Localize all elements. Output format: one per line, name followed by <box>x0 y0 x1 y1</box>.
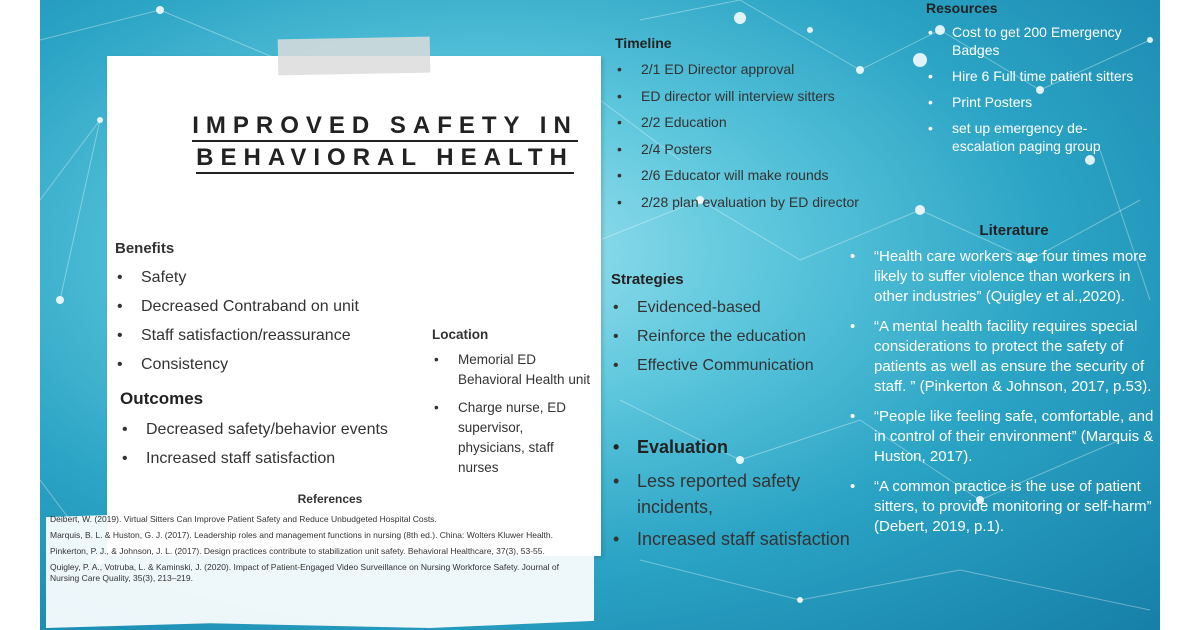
resource-item: • Hire 6 Full time patient sitters <box>926 67 1136 85</box>
title-line-1: IMPROVED SAFETY IN <box>192 112 578 142</box>
strategy-item: • Evidenced-based <box>611 293 861 322</box>
reference-entry: Pinkerton, P. J., & Johnson, J. L. (2017). Design practices contribute to stabilization unit safety. Behavioral Healthcare, 37(3), 53-55. <box>50 546 545 556</box>
resources-section <box>926 0 1136 155</box>
location-section <box>432 327 592 478</box>
literature-quote: • “Health care workers are four times more likely to suffer violence than workers in other industries” (Quigley et al.,2020). <box>848 247 1160 307</box>
timeline-item: • 2/4 Posters <box>615 136 915 163</box>
benefit-item: • Staff satisfaction/reassurance <box>115 321 445 350</box>
reference-entry: Quigley, P. A., Votruba, L. & Kaminski, J. (2020). Impact of Patient-Engaged Video Surveillance on Nursing Workforce Safety. Journal of Nursing Care Quality, 35(3), 213–219. <box>50 562 560 583</box>
slide-background <box>40 0 1160 630</box>
literature-section <box>848 222 1160 537</box>
page-title <box>160 110 610 174</box>
resource-item: • set up emergency de-escalation paging group <box>926 119 1136 155</box>
timeline-item: • 2/6 Educator will make rounds <box>615 162 915 189</box>
location-item: • Charge nurse, ED supervisor, physicians, staff nurses <box>432 398 592 478</box>
outcomes-heading: Outcomes <box>120 389 204 408</box>
outcome-item: • Decreased safety/behavior events <box>120 415 450 444</box>
outcome-item: • Increased staff satisfaction <box>120 444 450 473</box>
references-section <box>50 492 590 589</box>
tape-strip <box>278 37 431 76</box>
timeline-item: • ED director will interview sitters <box>615 83 915 110</box>
reference-entry: Deibert, W. (2019). Virtual Sitters Can Improve Patient Safety and Reduce Unbudgeted Hospital Costs. <box>50 514 437 524</box>
strategy-item: • Reinforce the education <box>611 322 861 351</box>
timeline-section <box>615 35 915 215</box>
literature-quote: • “People like feeling safe, comfortable, and in control of their environment” (Marquis & Huston, 2017). <box>848 407 1160 467</box>
resources-heading: Resources <box>926 0 998 16</box>
resource-item: • Cost to get 200 Emergency Badges <box>926 23 1136 59</box>
timeline-item: • 2/28 plan evaluation by ED director <box>615 189 915 216</box>
benefit-item: • Consistency <box>115 350 445 379</box>
evaluation-item: • Increased staff satisfaction <box>611 526 851 552</box>
benefit-item: • Safety <box>115 263 445 292</box>
strategy-item: • Effective Communication <box>611 351 861 380</box>
strategies-section <box>611 271 861 380</box>
resource-item: • Print Posters <box>926 93 1136 111</box>
strategies-heading: Strategies <box>611 271 684 288</box>
timeline-item: • 2/1 ED Director approval <box>615 56 915 83</box>
location-item: • Memorial ED Behavioral Health unit <box>432 350 592 390</box>
benefit-item: • Decreased Contraband on unit <box>115 292 445 321</box>
literature-quote: • “A common practice is the use of patient sitters, to provide monitoring or self-harm” (Debert, 2019, p.1). <box>848 477 1160 537</box>
literature-heading: Literature <box>979 222 1049 239</box>
timeline-heading: Timeline <box>615 35 672 51</box>
location-heading: Location <box>432 327 489 342</box>
reference-entry: Marquis, B. L. & Huston, G. J. (2017). Leadership roles and management functions in nursing (8th ed.). China: Wolters Kluwer Health. <box>50 530 554 540</box>
title-line-2: BEHAVIORAL HEALTH <box>196 144 574 174</box>
timeline-item: • 2/2 Education <box>615 109 915 136</box>
evaluation-section <box>611 434 851 552</box>
outcomes-section <box>120 389 450 473</box>
evaluation-heading: • Evaluation <box>611 434 851 460</box>
evaluation-item: • Less reported safety incidents, <box>611 468 851 520</box>
literature-quote: • “A mental health facility requires special considerations to protect the safety of patients as well as ensure the security of staff. ” (Pinkerton & Johnson, 2017, p.53). <box>848 317 1160 397</box>
benefits-section <box>115 240 445 379</box>
references-heading: References <box>297 492 363 506</box>
benefits-heading: Benefits <box>115 240 175 257</box>
